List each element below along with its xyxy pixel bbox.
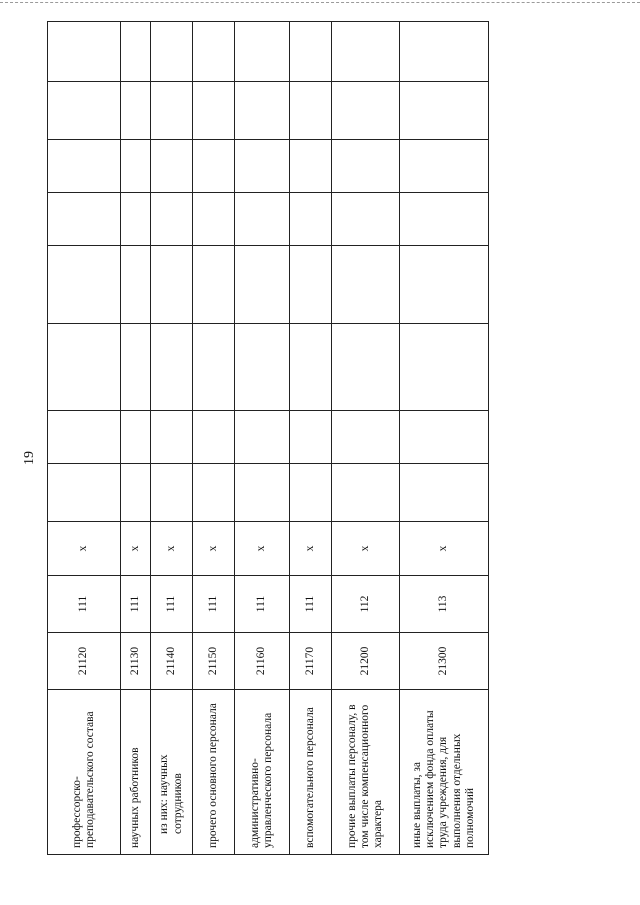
row-name-cell: административно-управленческого персонала (235, 690, 290, 855)
empty-value-cell (332, 246, 400, 324)
empty-value-cell (151, 193, 193, 246)
row-kosgu-cell: 111 (121, 576, 151, 633)
row-code-cell: 21150 (193, 633, 235, 690)
empty-value-cell (151, 82, 193, 140)
row-kosgu-cell: 111 (235, 576, 290, 633)
empty-value-cell (290, 140, 332, 193)
empty-value-cell (235, 411, 290, 464)
row-mark-cell: x (235, 522, 290, 576)
empty-value-cell (121, 411, 151, 464)
empty-value-cell (290, 82, 332, 140)
empty-value-cell (235, 324, 290, 411)
row-kosgu-cell: 111 (290, 576, 332, 633)
empty-value-cell (332, 324, 400, 411)
rotated-table-wrapper (47, 22, 488, 855)
empty-value-cell (48, 193, 121, 246)
row-name-cell: научных работников (121, 690, 151, 855)
empty-value-cell (151, 22, 193, 82)
row-code-cell: 21140 (151, 633, 193, 690)
row-mark-cell: x (332, 522, 400, 576)
empty-value-cell (400, 193, 489, 246)
empty-value-cell (193, 193, 235, 246)
empty-value-cell (400, 82, 489, 140)
empty-value-cell (48, 411, 121, 464)
empty-value-cell (332, 22, 400, 82)
row-kosgu-cell: 111 (151, 576, 193, 633)
empty-value-cell (193, 140, 235, 193)
empty-value-cell (332, 140, 400, 193)
table-row (121, 22, 151, 855)
row-code-cell: 21120 (48, 633, 121, 690)
row-mark-cell: x (151, 522, 193, 576)
row-name-cell: из них: научных сотрудников (151, 690, 193, 855)
empty-value-cell (193, 464, 235, 522)
page-number: 19 (22, 451, 37, 465)
empty-value-cell (48, 324, 121, 411)
empty-value-cell (193, 411, 235, 464)
empty-value-cell (332, 193, 400, 246)
empty-value-cell (151, 324, 193, 411)
empty-value-cell (290, 193, 332, 246)
empty-value-cell (48, 82, 121, 140)
empty-value-cell (290, 411, 332, 464)
table-row (48, 22, 121, 855)
empty-value-cell (332, 82, 400, 140)
empty-value-cell (400, 324, 489, 411)
empty-value-cell (48, 464, 121, 522)
empty-value-cell (235, 246, 290, 324)
budget-table (47, 21, 489, 855)
row-name-cell: иные выплаты, за исключением фонда оплаты труда учреждения, для выполнения отдельных полномочий (400, 690, 489, 855)
empty-value-cell (121, 464, 151, 522)
table-row (400, 22, 489, 855)
row-code-cell: 21160 (235, 633, 290, 690)
empty-value-cell (400, 464, 489, 522)
empty-value-cell (400, 411, 489, 464)
row-mark-cell: x (121, 522, 151, 576)
table-row (332, 22, 400, 855)
empty-value-cell (151, 140, 193, 193)
empty-value-cell (235, 22, 290, 82)
row-kosgu-cell: 111 (48, 576, 121, 633)
empty-value-cell (290, 246, 332, 324)
row-code-cell: 21130 (121, 633, 151, 690)
table-row (151, 22, 193, 855)
row-kosgu-cell: 112 (332, 576, 400, 633)
empty-value-cell (121, 193, 151, 246)
row-name-cell: прочие выплаты персоналу, в том числе компенсационного характера (332, 690, 400, 855)
empty-value-cell (121, 22, 151, 82)
row-mark-cell: x (48, 522, 121, 576)
empty-value-cell (290, 324, 332, 411)
empty-value-cell (121, 82, 151, 140)
empty-value-cell (332, 464, 400, 522)
empty-value-cell (193, 22, 235, 82)
empty-value-cell (193, 324, 235, 411)
empty-value-cell (121, 246, 151, 324)
empty-value-cell (290, 464, 332, 522)
row-code-cell: 21170 (290, 633, 332, 690)
empty-value-cell (235, 464, 290, 522)
empty-value-cell (400, 246, 489, 324)
empty-value-cell (290, 22, 332, 82)
row-code-cell: 21300 (400, 633, 489, 690)
table-row (193, 22, 235, 855)
empty-value-cell (48, 22, 121, 82)
empty-value-cell (332, 411, 400, 464)
empty-value-cell (400, 140, 489, 193)
table-body (48, 22, 489, 855)
row-kosgu-cell: 113 (400, 576, 489, 633)
table-row (290, 22, 332, 855)
empty-value-cell (235, 140, 290, 193)
empty-value-cell (121, 140, 151, 193)
empty-value-cell (151, 464, 193, 522)
row-mark-cell: x (400, 522, 489, 576)
row-code-cell: 21200 (332, 633, 400, 690)
row-name-cell: профессорско-преподавательского состава (48, 690, 121, 855)
empty-value-cell (48, 246, 121, 324)
row-name-cell: вспомогательного персонала (290, 690, 332, 855)
empty-value-cell (48, 140, 121, 193)
row-kosgu-cell: 111 (193, 576, 235, 633)
empty-value-cell (400, 22, 489, 82)
empty-value-cell (151, 246, 193, 324)
row-mark-cell: x (290, 522, 332, 576)
empty-value-cell (121, 324, 151, 411)
empty-value-cell (235, 193, 290, 246)
top-page-border (0, 2, 640, 3)
empty-value-cell (193, 82, 235, 140)
empty-value-cell (193, 246, 235, 324)
row-name-cell: прочего основного персонала (193, 690, 235, 855)
empty-value-cell (151, 411, 193, 464)
table-row (235, 22, 290, 855)
empty-value-cell (235, 82, 290, 140)
row-mark-cell: x (193, 522, 235, 576)
